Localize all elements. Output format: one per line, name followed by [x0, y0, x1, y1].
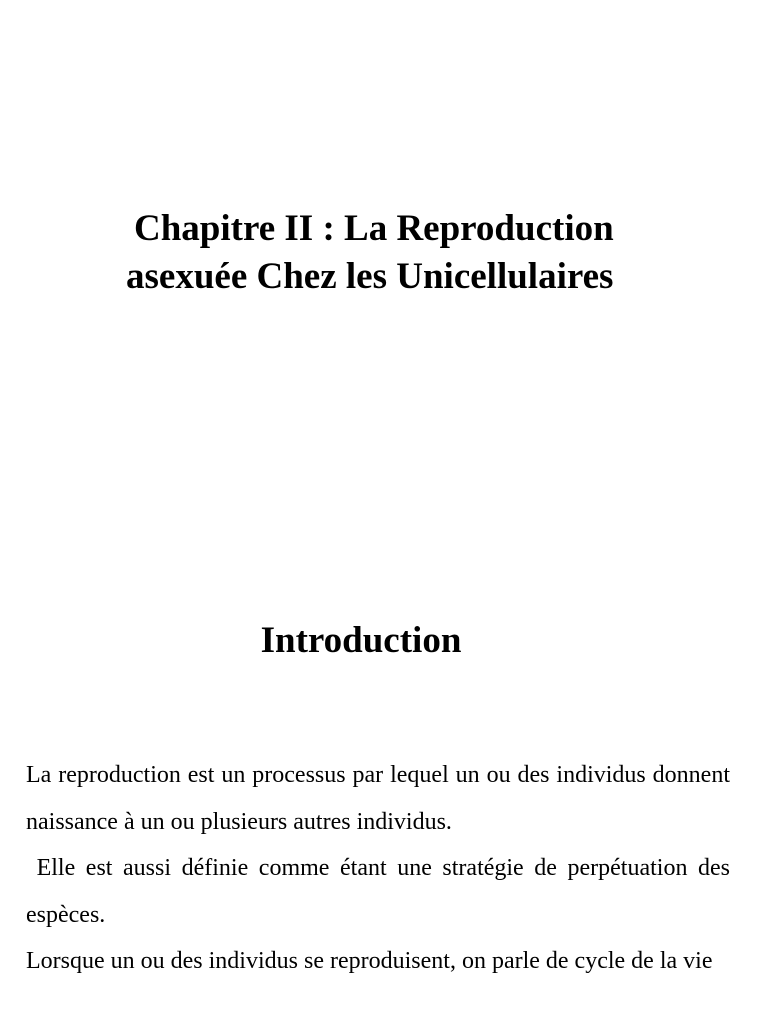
paragraph-definition: La reproduction est un processus par lequel un ou des individus donnent naissance à un ou plusieurs autres individus.: [26, 762, 736, 835]
introduction-heading: Introduction: [260, 620, 462, 661]
chapter-title: [100, 205, 660, 301]
chapter-title-line-1: Chapitre II : La Reproduction: [134, 208, 614, 249]
paragraph-life-cycle: Lorsque un ou des individus se reproduisent, on parle de cycle de la vie: [26, 948, 713, 974]
introduction-body: [26, 752, 737, 985]
paragraph-strategy: Elle est aussi définie comme étant une stratégie de perpétuation des espèces.: [26, 855, 737, 928]
chapter-title-line-2: asexuée Chez les Unicellulaires: [126, 256, 614, 297]
